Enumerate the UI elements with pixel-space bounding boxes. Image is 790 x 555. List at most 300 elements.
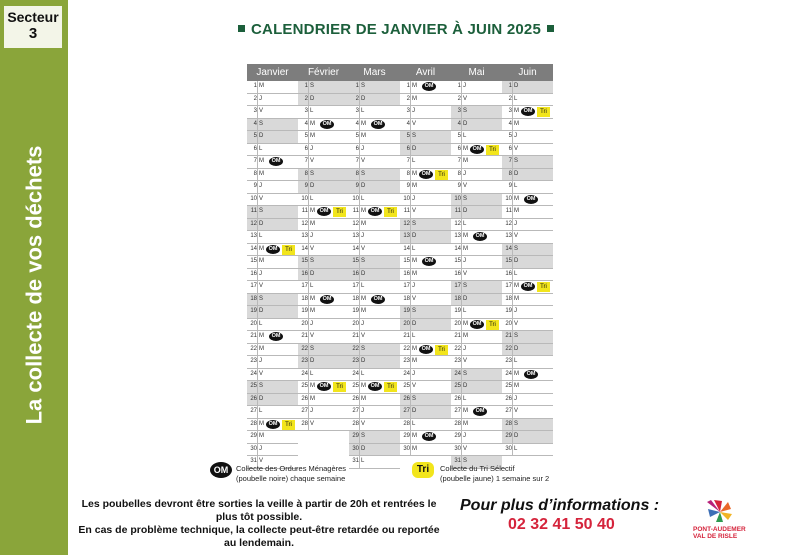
day-letter: D xyxy=(514,345,519,352)
day-number: 2 xyxy=(304,95,308,102)
day-number: 2 xyxy=(406,95,410,102)
day-number: 19 xyxy=(454,308,461,314)
day-number: 18 xyxy=(505,295,512,302)
day-number: 9 xyxy=(355,183,359,189)
om-badge: OM xyxy=(266,245,280,254)
day-separator xyxy=(257,356,258,368)
day-row xyxy=(451,381,502,394)
day-number: 8 xyxy=(253,170,257,177)
day-number: 23 xyxy=(454,358,461,364)
day-row xyxy=(400,131,451,144)
day-separator xyxy=(257,244,258,256)
day-number: 29 xyxy=(352,433,359,439)
day-separator xyxy=(257,331,258,343)
day-number: 30 xyxy=(352,445,359,452)
tri-badge: Tri xyxy=(384,382,397,392)
day-letter: D xyxy=(361,183,366,189)
day-row xyxy=(502,356,553,369)
day-letter: S xyxy=(310,258,315,264)
day-separator xyxy=(512,319,513,331)
day-separator xyxy=(410,394,411,406)
day-letter: M xyxy=(361,308,366,314)
day-number: 19 xyxy=(403,308,410,314)
day-letter: L xyxy=(361,458,365,464)
tri-badge: Tri xyxy=(333,382,346,392)
day-letter: M xyxy=(412,258,417,264)
day-separator xyxy=(512,406,513,418)
day-separator xyxy=(410,431,411,443)
day-row xyxy=(502,381,553,394)
day-number: 19 xyxy=(250,308,257,314)
day-row xyxy=(349,281,400,294)
day-letter: D xyxy=(514,258,519,264)
day-number: 10 xyxy=(403,195,410,202)
day-row xyxy=(247,219,298,232)
legend-tri-line2: (poubelle jaune) 1 semaine sur 2 xyxy=(440,474,550,483)
day-letter: S xyxy=(310,345,315,352)
legend-tri-line1: Collecte du Tri Sélectif xyxy=(440,464,515,473)
day-row xyxy=(451,319,502,332)
day-row xyxy=(451,269,502,282)
day-row xyxy=(451,206,502,219)
day-letter: M xyxy=(259,345,264,352)
day-separator xyxy=(257,219,258,231)
om-badge: OM xyxy=(473,407,487,416)
day-letter: S xyxy=(463,283,468,289)
month-header: Janvier xyxy=(247,64,298,81)
day-letter: D xyxy=(310,95,315,102)
day-separator xyxy=(359,181,360,193)
day-letter: S xyxy=(463,458,468,464)
day-letter: L xyxy=(310,283,314,289)
month-header: Février xyxy=(298,64,349,81)
day-letter: L xyxy=(361,370,365,377)
day-letter: M xyxy=(463,158,468,164)
day-row xyxy=(451,119,502,132)
day-separator xyxy=(461,231,462,243)
day-separator xyxy=(512,419,513,431)
day-separator xyxy=(257,406,258,418)
day-row xyxy=(451,419,502,432)
day-letter: D xyxy=(259,133,264,139)
day-separator xyxy=(257,169,258,181)
day-row xyxy=(247,181,298,194)
day-separator xyxy=(410,294,411,306)
day-separator xyxy=(410,81,411,93)
day-number: 29 xyxy=(250,433,257,439)
day-row xyxy=(400,256,451,269)
day-number: 8 xyxy=(406,170,410,177)
day-separator xyxy=(308,381,309,393)
day-letter: D xyxy=(412,145,417,152)
day-row xyxy=(247,81,298,94)
day-letter: L xyxy=(259,320,263,327)
day-separator xyxy=(308,281,309,293)
day-row xyxy=(349,244,400,257)
day-separator xyxy=(410,444,411,456)
tri-badge: Tri xyxy=(333,207,346,217)
day-letter: M xyxy=(259,170,264,177)
day-number: 4 xyxy=(253,120,257,127)
day-separator xyxy=(308,269,309,281)
day-row xyxy=(502,281,553,294)
notice-line1: Les poubelles devront être sorties la veille à partir de 20h et rentrées le plus tôt possible. xyxy=(81,498,437,523)
day-number: 20 xyxy=(403,320,410,327)
day-row xyxy=(298,244,349,257)
day-number: 12 xyxy=(250,220,257,227)
day-separator xyxy=(257,344,258,356)
day-letter: S xyxy=(259,208,264,214)
day-letter: M xyxy=(361,383,366,389)
day-separator xyxy=(257,156,258,168)
day-separator xyxy=(257,181,258,193)
day-row xyxy=(247,419,298,432)
day-number: 20 xyxy=(454,320,461,327)
day-number: 30 xyxy=(250,445,257,452)
day-number: 16 xyxy=(505,270,512,277)
day-separator xyxy=(359,406,360,418)
day-letter: S xyxy=(259,383,264,389)
day-letter: L xyxy=(514,445,518,452)
day-separator xyxy=(410,269,411,281)
day-separator xyxy=(461,194,462,206)
day-separator xyxy=(512,444,513,456)
om-badge: OM xyxy=(521,282,535,291)
day-number: 15 xyxy=(301,258,308,264)
day-separator xyxy=(359,444,360,456)
day-separator xyxy=(308,294,309,306)
day-number: 22 xyxy=(301,345,308,352)
day-letter: S xyxy=(463,195,468,202)
day-separator xyxy=(461,256,462,268)
day-number: 21 xyxy=(250,333,257,339)
day-row xyxy=(298,194,349,207)
day-row xyxy=(502,81,553,94)
day-number: 14 xyxy=(301,245,308,252)
day-separator xyxy=(461,269,462,281)
day-number: 14 xyxy=(505,245,512,252)
day-letter: M xyxy=(310,220,315,227)
day-row xyxy=(502,119,553,132)
day-separator xyxy=(308,319,309,331)
day-number: 26 xyxy=(505,395,512,402)
day-separator xyxy=(410,144,411,156)
day-letter: J xyxy=(259,95,262,102)
day-letter: J xyxy=(463,345,466,352)
day-number: 31 xyxy=(250,458,257,464)
day-separator xyxy=(461,156,462,168)
day-separator xyxy=(308,94,309,106)
day-row xyxy=(502,181,553,194)
day-number: 11 xyxy=(454,208,461,214)
day-letter: V xyxy=(310,420,315,427)
day-row xyxy=(451,344,502,357)
om-badge: OM xyxy=(524,370,538,379)
day-letter: J xyxy=(463,258,466,264)
day-number: 17 xyxy=(301,283,308,289)
day-letter: M xyxy=(412,95,417,102)
day-number: 28 xyxy=(505,420,512,427)
day-row xyxy=(451,156,502,169)
day-separator xyxy=(308,256,309,268)
day-row xyxy=(502,294,553,307)
day-row xyxy=(247,106,298,119)
day-number: 13 xyxy=(505,233,512,239)
day-separator xyxy=(512,156,513,168)
day-number: 29 xyxy=(505,433,512,439)
day-separator xyxy=(257,206,258,218)
day-letter: D xyxy=(361,358,366,364)
om-badge: OM xyxy=(368,382,382,391)
day-number: 14 xyxy=(250,245,257,252)
day-letter: D xyxy=(463,295,468,302)
day-letter: J xyxy=(412,195,415,202)
side-title-text: La collecte de vos déchets xyxy=(21,145,46,425)
day-number: 9 xyxy=(508,183,512,189)
day-number: 15 xyxy=(403,258,410,264)
day-letter: M xyxy=(310,120,315,127)
month-column xyxy=(349,64,400,469)
tri-badge: Tri xyxy=(486,145,499,155)
day-row xyxy=(247,294,298,307)
day-row xyxy=(451,281,502,294)
day-letter: V xyxy=(514,320,519,327)
om-badge: OM xyxy=(470,320,484,329)
info-phone: 02 32 41 50 40 xyxy=(508,516,615,533)
day-number: 21 xyxy=(352,333,359,339)
day-row xyxy=(451,369,502,382)
day-letter: L xyxy=(412,420,416,427)
sector-label: Secteur xyxy=(7,9,59,25)
day-number: 1 xyxy=(253,83,257,89)
om-badge: OM xyxy=(266,420,280,429)
om-badge: OM xyxy=(473,232,487,241)
day-letter: M xyxy=(361,220,366,227)
day-letter: D xyxy=(259,220,264,227)
day-letter: S xyxy=(259,295,264,302)
day-row xyxy=(298,269,349,282)
day-separator xyxy=(359,269,360,281)
day-separator xyxy=(359,319,360,331)
day-row xyxy=(298,256,349,269)
month-column xyxy=(451,64,502,469)
day-number: 20 xyxy=(352,320,359,327)
day-letter: M xyxy=(259,158,264,164)
day-separator xyxy=(359,81,360,93)
day-row xyxy=(451,231,502,244)
day-row xyxy=(451,94,502,107)
day-letter: V xyxy=(514,408,519,414)
day-separator xyxy=(461,394,462,406)
day-row xyxy=(502,369,553,382)
day-row xyxy=(400,281,451,294)
day-row xyxy=(502,131,553,144)
day-letter: D xyxy=(361,270,366,277)
om-badge: OM xyxy=(422,82,436,91)
day-number: 14 xyxy=(454,245,461,252)
title-square-icon xyxy=(238,25,245,32)
month-column xyxy=(298,64,349,431)
day-separator xyxy=(461,381,462,393)
day-number: 12 xyxy=(505,220,512,227)
day-number: 15 xyxy=(250,258,257,264)
day-number: 16 xyxy=(352,270,359,277)
day-row xyxy=(298,94,349,107)
day-row xyxy=(502,206,553,219)
day-number: 19 xyxy=(505,308,512,314)
day-letter: D xyxy=(412,233,417,239)
day-row xyxy=(298,356,349,369)
day-row xyxy=(298,406,349,419)
day-letter: M xyxy=(463,233,468,239)
day-number: 16 xyxy=(403,270,410,277)
day-letter: S xyxy=(310,170,315,177)
day-separator xyxy=(512,394,513,406)
day-separator xyxy=(461,219,462,231)
day-row xyxy=(349,194,400,207)
day-number: 24 xyxy=(301,370,308,377)
day-separator xyxy=(308,81,309,93)
day-row xyxy=(451,331,502,344)
day-number: 24 xyxy=(250,370,257,377)
day-number: 6 xyxy=(253,145,257,152)
day-letter: J xyxy=(514,133,517,139)
day-letter: M xyxy=(412,433,417,439)
day-row xyxy=(349,369,400,382)
day-row xyxy=(400,181,451,194)
day-row xyxy=(349,94,400,107)
day-letter: D xyxy=(463,208,468,214)
day-row xyxy=(400,106,451,119)
day-row xyxy=(400,156,451,169)
day-row xyxy=(349,206,400,219)
day-letter: S xyxy=(514,245,519,252)
day-separator xyxy=(461,206,462,218)
day-separator xyxy=(308,144,309,156)
day-separator xyxy=(359,94,360,106)
day-number: 8 xyxy=(508,170,512,177)
day-separator xyxy=(461,319,462,331)
day-row xyxy=(451,131,502,144)
day-letter: M xyxy=(514,208,519,214)
day-letter: L xyxy=(463,220,467,227)
day-row xyxy=(349,156,400,169)
om-badge: OM xyxy=(422,432,436,441)
day-letter: J xyxy=(259,183,262,189)
day-row xyxy=(451,81,502,94)
day-separator xyxy=(461,344,462,356)
day-number: 25 xyxy=(505,383,512,389)
day-number: 28 xyxy=(301,420,308,427)
day-separator xyxy=(308,331,309,343)
day-row xyxy=(400,369,451,382)
day-number: 2 xyxy=(355,95,359,102)
day-letter: J xyxy=(361,408,364,414)
info-label: Pour plus d’informations : xyxy=(460,497,660,514)
day-row xyxy=(349,131,400,144)
tri-badge: Tri xyxy=(384,207,397,217)
day-letter: V xyxy=(463,445,468,452)
day-number: 16 xyxy=(250,270,257,277)
day-number: 17 xyxy=(250,283,257,289)
day-number: 2 xyxy=(457,95,461,102)
day-separator xyxy=(512,244,513,256)
day-row xyxy=(400,431,451,444)
day-letter: M xyxy=(361,120,366,127)
day-number: 11 xyxy=(505,208,512,214)
day-letter: S xyxy=(361,83,366,89)
om-badge: OM xyxy=(419,170,433,179)
day-row xyxy=(502,169,553,182)
day-letter: J xyxy=(310,408,313,414)
day-row xyxy=(400,94,451,107)
day-separator xyxy=(410,244,411,256)
day-separator xyxy=(359,331,360,343)
day-number: 11 xyxy=(403,208,410,214)
day-row xyxy=(349,231,400,244)
day-number: 28 xyxy=(403,420,410,427)
day-number: 27 xyxy=(403,408,410,414)
day-separator xyxy=(461,406,462,418)
day-letter: M xyxy=(412,83,417,89)
om-badge: OM xyxy=(320,120,334,129)
title-text: CALENDRIER DE JANVIER À JUIN 2025 xyxy=(251,21,542,38)
day-separator xyxy=(359,369,360,381)
day-number: 17 xyxy=(505,283,512,289)
sector-box xyxy=(4,6,62,48)
day-number: 7 xyxy=(406,158,410,164)
day-number: 9 xyxy=(457,183,461,189)
day-letter: L xyxy=(463,308,467,314)
day-separator xyxy=(257,131,258,143)
day-row xyxy=(298,131,349,144)
day-number: 16 xyxy=(301,270,308,277)
day-row xyxy=(247,431,298,444)
day-separator xyxy=(461,444,462,456)
day-number: 22 xyxy=(352,345,359,352)
day-row xyxy=(298,294,349,307)
day-separator xyxy=(410,419,411,431)
day-row xyxy=(349,219,400,232)
day-row xyxy=(349,144,400,157)
day-separator xyxy=(359,194,360,206)
day-row xyxy=(298,281,349,294)
day-separator xyxy=(512,431,513,443)
day-separator xyxy=(410,381,411,393)
day-number: 21 xyxy=(454,333,461,339)
day-letter: M xyxy=(310,308,315,314)
day-row xyxy=(502,194,553,207)
day-row xyxy=(502,106,553,119)
day-row xyxy=(247,269,298,282)
day-letter: V xyxy=(310,158,315,164)
day-separator xyxy=(461,169,462,181)
day-number: 19 xyxy=(301,308,308,314)
day-separator xyxy=(359,431,360,443)
day-letter: D xyxy=(259,395,264,402)
day-number: 13 xyxy=(301,233,308,239)
day-row xyxy=(298,144,349,157)
day-row xyxy=(451,406,502,419)
day-letter: M xyxy=(412,345,417,352)
day-letter: V xyxy=(514,145,519,152)
day-number: 20 xyxy=(250,320,257,327)
day-row xyxy=(298,119,349,132)
day-row xyxy=(247,156,298,169)
day-letter: V xyxy=(412,120,417,127)
day-row xyxy=(298,81,349,94)
day-letter: V xyxy=(412,208,417,214)
